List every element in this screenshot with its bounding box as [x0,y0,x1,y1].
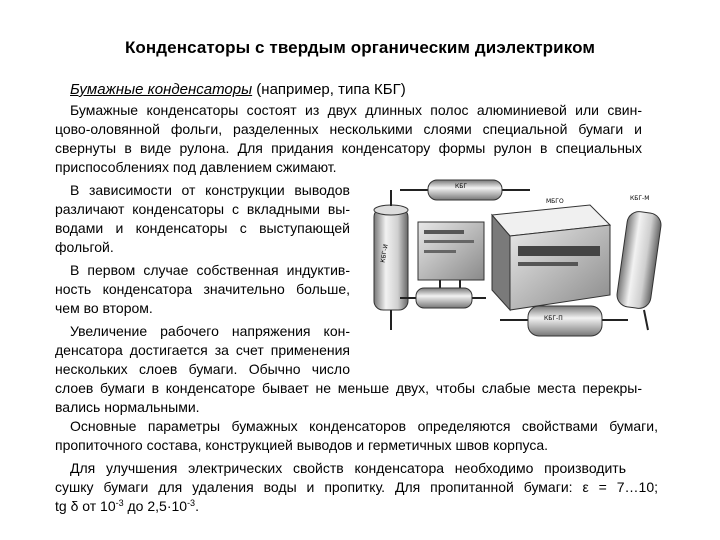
label-mbgo: МБГО [546,198,564,205]
slide-title: Конденсаторы с твердым органическим диэлектриком [124,38,596,57]
capacitor-kbgp [500,306,628,336]
text-line: различают конденсаторы с вкладными вы- [55,201,350,217]
text-line: сушку бумаги для удаления воды и пропитку. Для пропитанной бумаги: ε = 7…10; [55,479,658,495]
subtitle [70,81,406,98]
capacitor-axial-bottom-left [400,288,486,308]
text-line: нескольких слоев бумаги. Обычно число [55,361,350,377]
label-kbgm: КБГ-М [630,195,650,202]
text-line: фольгой. [55,239,114,255]
text-line: водами и конденсаторы с выступающей [55,220,350,236]
capacitors-figure [360,170,670,355]
formula-part: tg δ от 10 [55,498,116,514]
text-line: цово-оловянной фольги, разделенных несколькими слоями специальной бумаги и [55,121,642,137]
text-line: ность конденсатора значительно больше, [55,281,350,297]
text-line: приспособлениях под давлением сжимают. [55,159,337,175]
text-line: Для улучшения электрических свойств конденсатора необходимо производить [70,460,626,476]
text-line: свернуты в виде рулона. Для придания конденсатору формы рулон в специальных [55,140,642,156]
text-line-formula [55,498,199,515]
capacitor-kbgi [374,190,408,330]
subtitle-rest: (например, типа КБГ) [252,81,406,98]
text-line: В первом случае собственная индуктив- [70,262,350,278]
formula-part: . [195,498,199,514]
capacitor-kbgm [615,195,662,330]
capacitor-mbgo [492,198,610,310]
text-line: Увеличение рабочего напряжения кон- [70,323,350,339]
text-line: Основные параметры бумажных конденсаторов определяются свойствами бумаги, [70,418,658,434]
text-line: пропиточного состава, конструкцией выводов и герметичных швов корпуса. [55,437,549,453]
subtitle-emphasis: Бумажные конденсаторы [70,81,253,98]
text-line: чем во втором. [55,300,153,316]
label-kbg-top: КБГ [455,183,468,190]
text-line: Бумажные конденсаторы состоят из двух длинных полос алюминиевой или свин- [70,102,642,118]
text-line: В зависимости от конструкции выводов [70,182,350,198]
capacitor-kbg-top [400,180,530,200]
formula-part: до 2,5·10 [123,498,188,514]
text-line: денсатора достигается за счет применения [55,342,350,358]
formula-exponent: -3 [187,498,196,508]
capacitor-box-small [418,222,484,295]
label-kbgp: КБГ-П [544,315,563,322]
label-kbgi: КБГ-И [379,243,390,264]
text-line: слоев бумаги в конденсаторе бывает не меньше двух, чтобы слабые места перекры- [55,380,642,396]
text-line: вались нормальными. [55,399,200,415]
formula-exponent: -3 [115,498,124,508]
